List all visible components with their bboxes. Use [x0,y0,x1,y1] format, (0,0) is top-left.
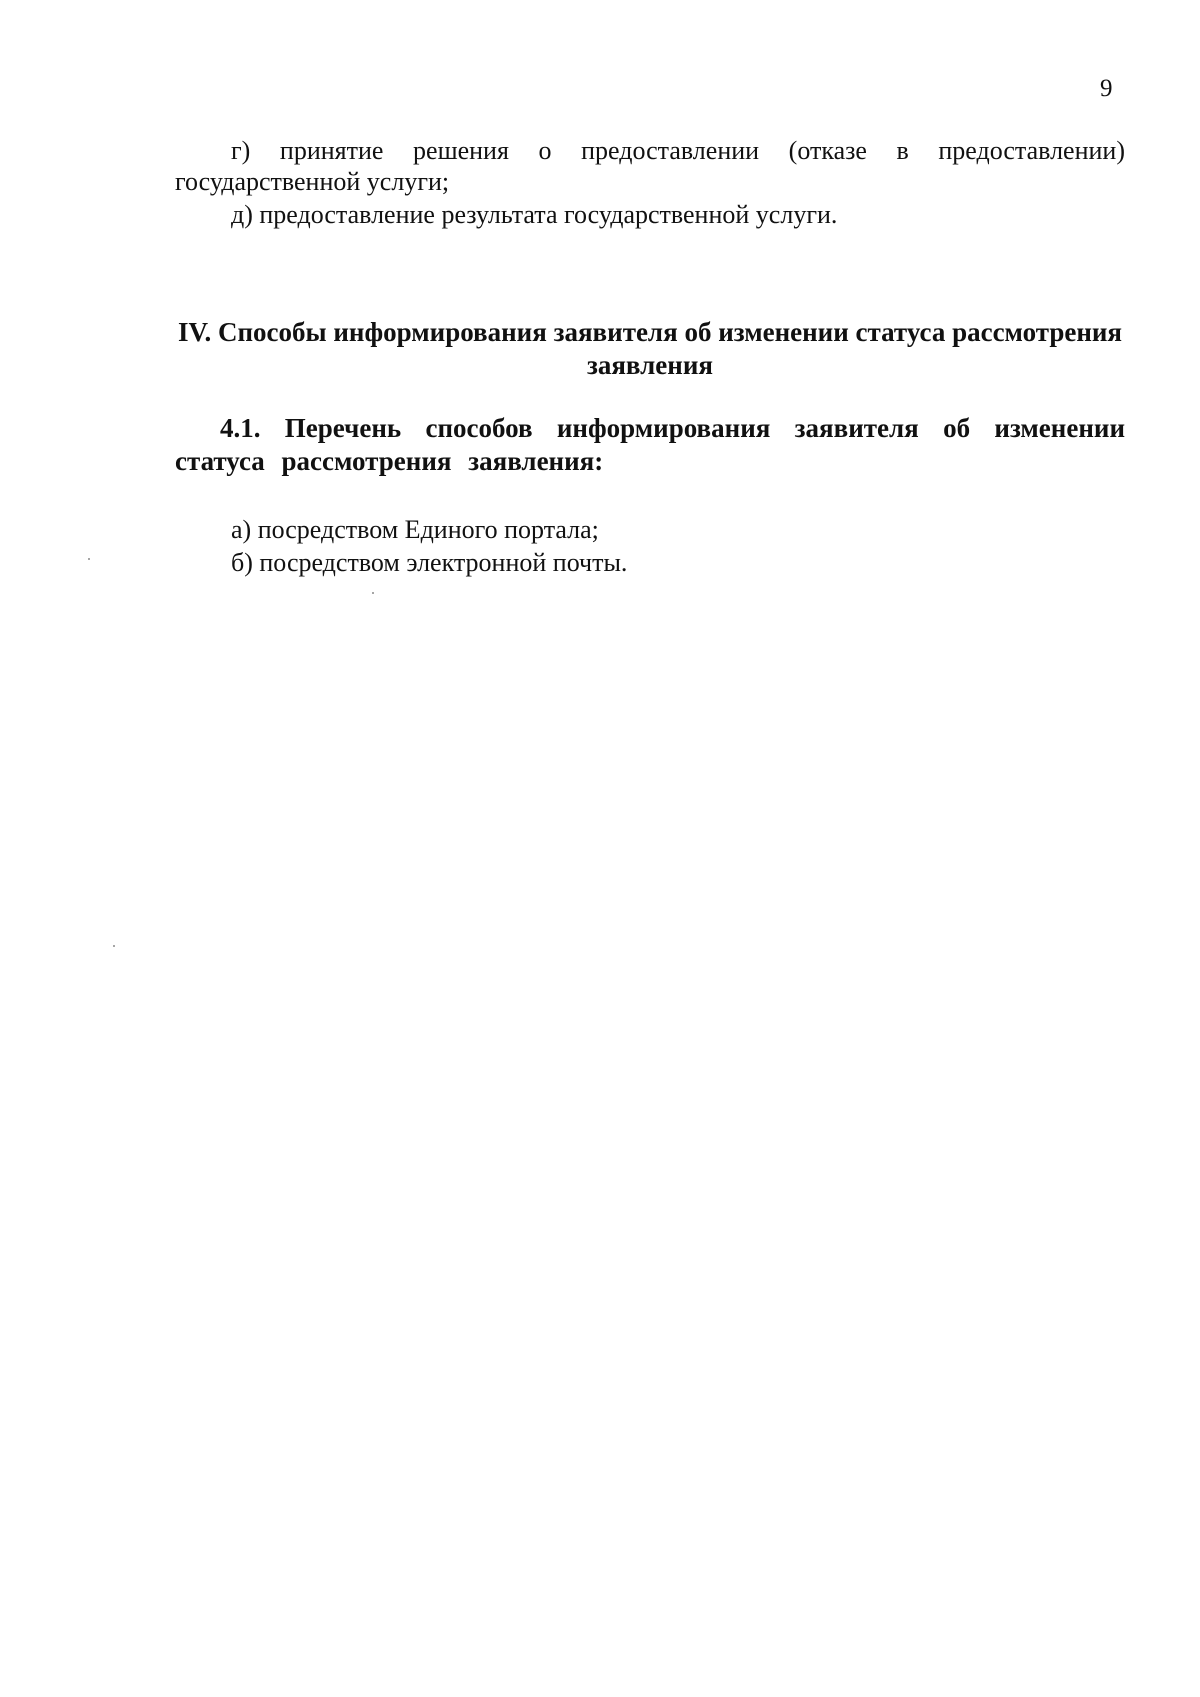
paragraph-d: д) предоставление результата государственной услуги. [231,200,838,229]
section-heading: IV. Способы информирования заявителя об изменении статуса рассмотрения заявления [177,317,1123,380]
paragraph-g: г) принятие решения о предоставлении (отказе в предоставлении) государственной услуги; [175,136,1125,196]
scan-speck [372,592,374,594]
page-number: 9 [1100,75,1113,102]
list-item-b: б) посредством электронной почты. [231,548,628,577]
subsection-heading: 4.1. Перечень способов информирования заявителя об изменении статуса рассмотрения заявления: [175,413,1125,476]
list-item-a: а) посредством Единого портала; [231,515,599,544]
scan-speck [88,558,90,560]
scan-speck [113,945,115,947]
